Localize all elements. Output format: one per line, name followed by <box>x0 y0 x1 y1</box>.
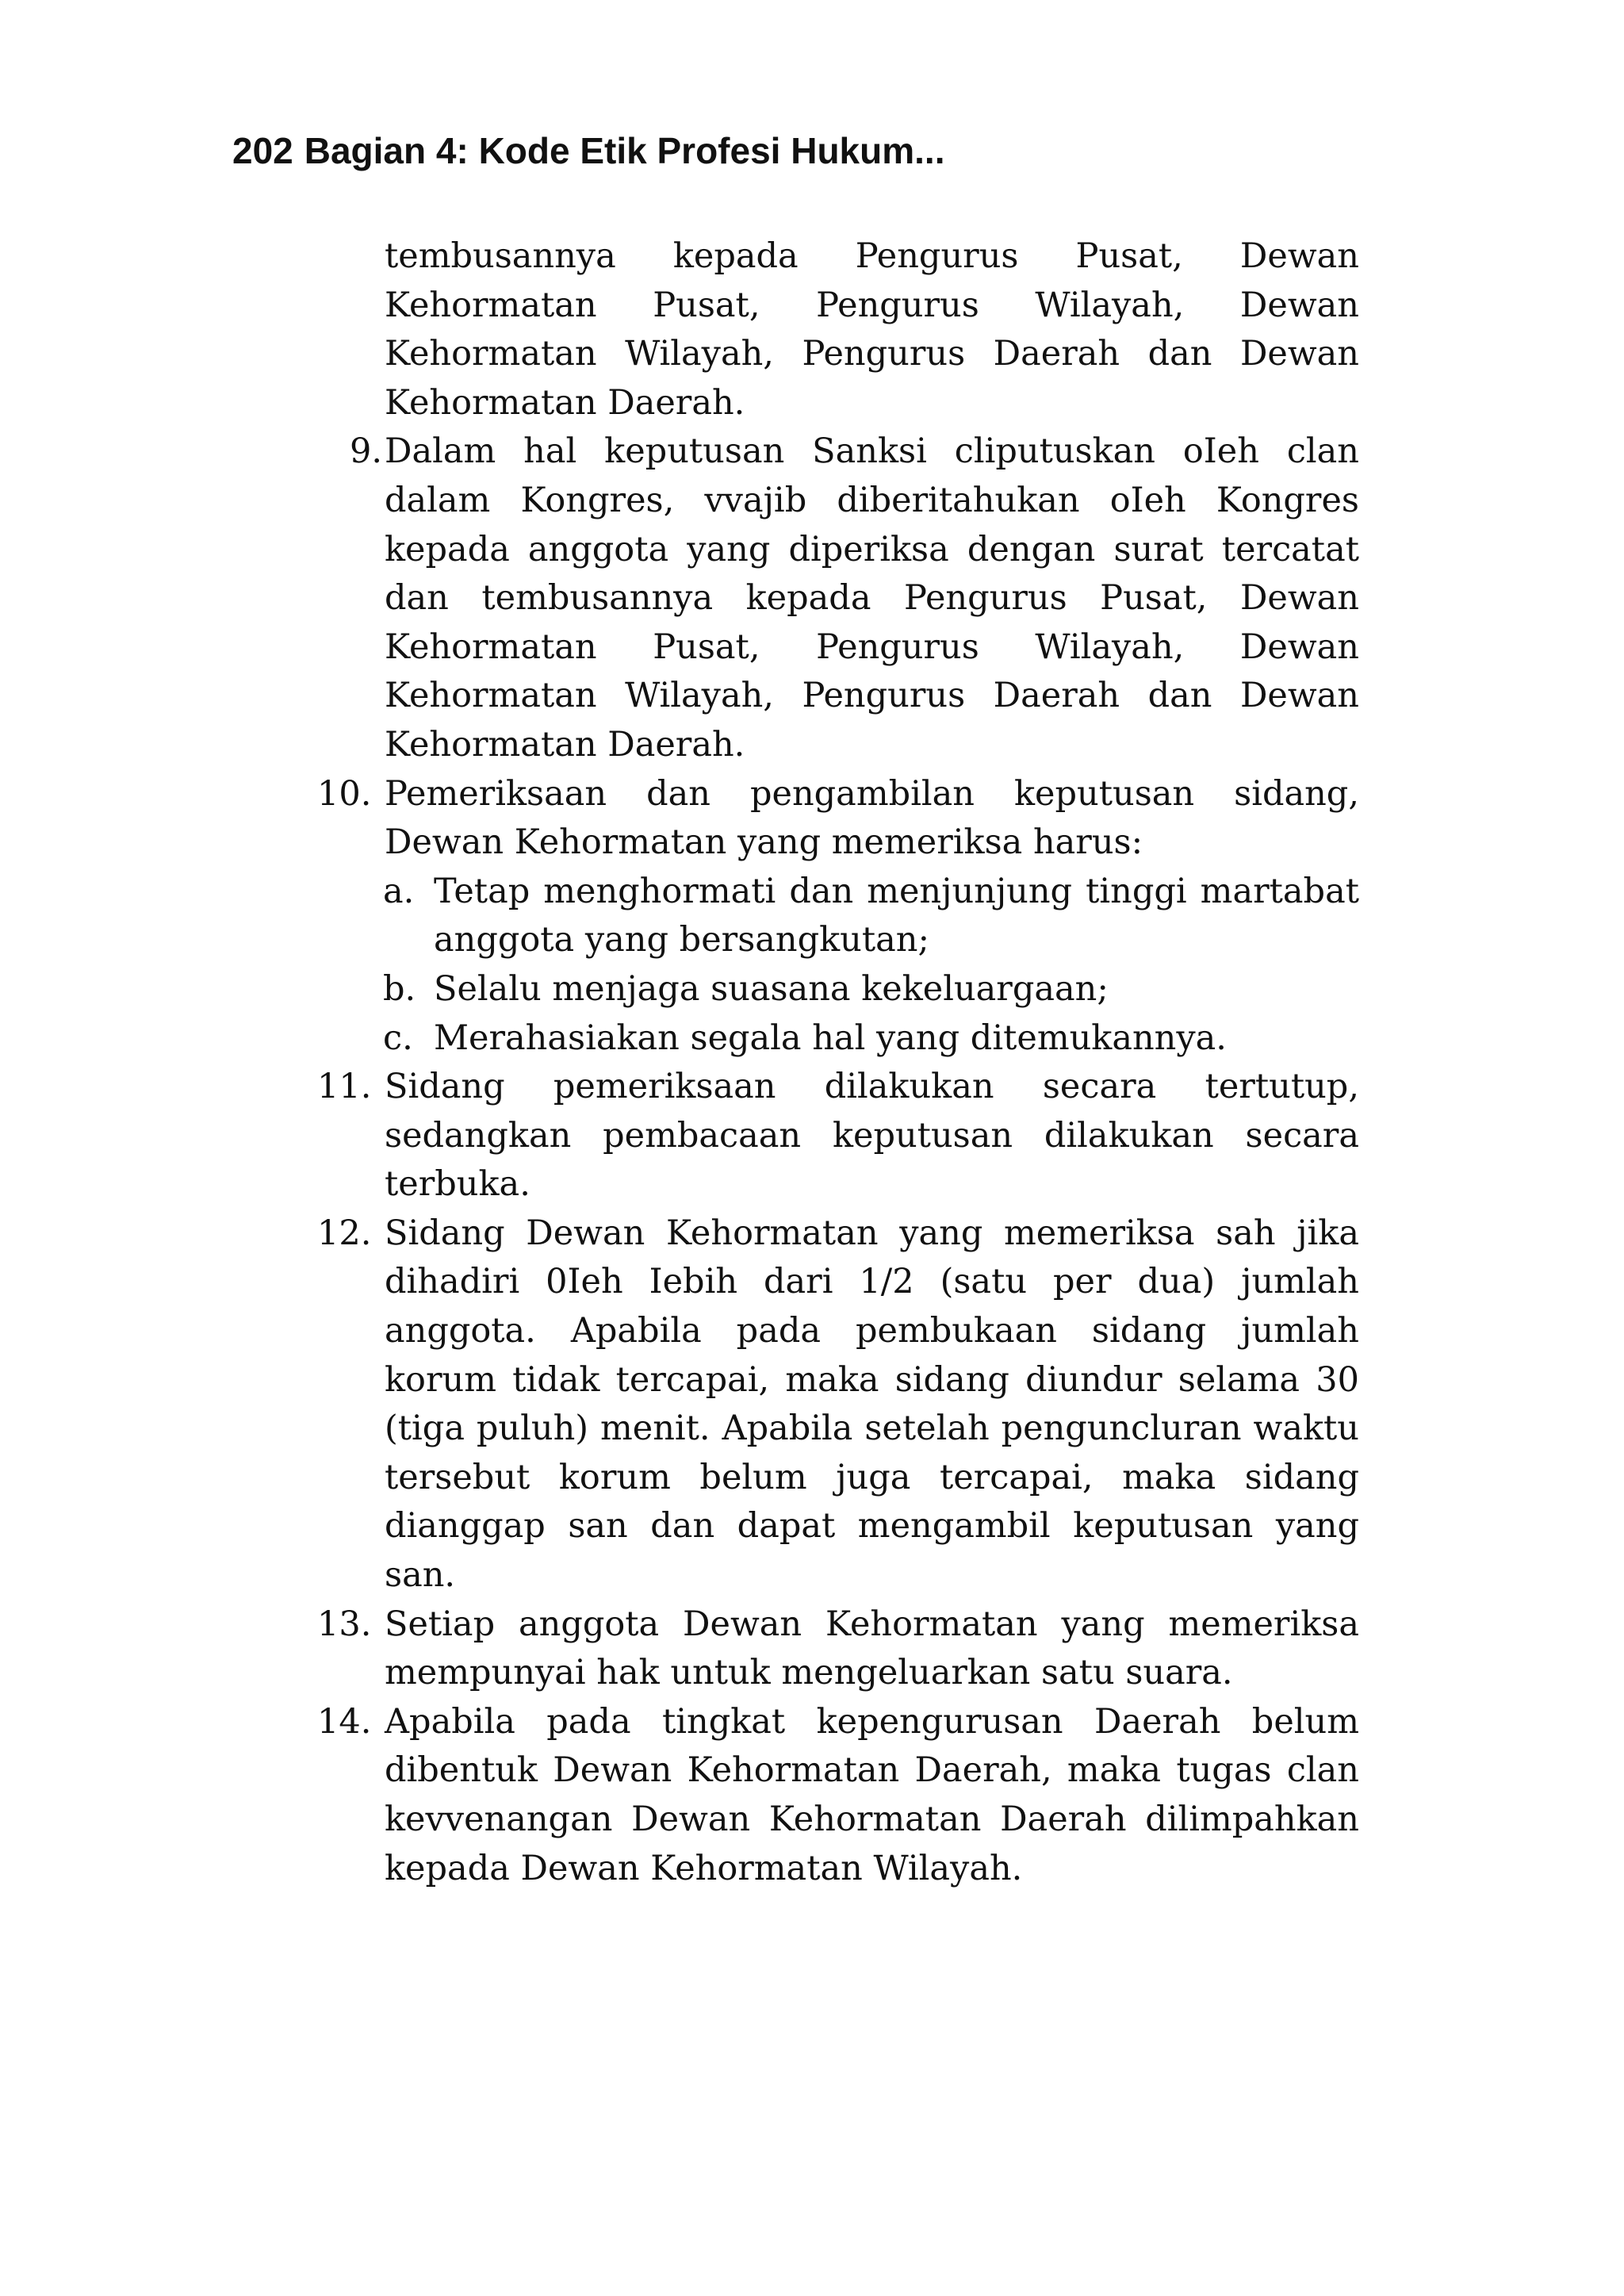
item-text: Setiap anggota Dewan Kehormatan yang memeriksa mempunyai hak untuk mengeluarkan satu suara. <box>385 1604 1359 1693</box>
item-number: 9. <box>349 431 382 472</box>
item-text: Sidang Dewan Kehormatan yang memeriksa sah jika dihadiri 0Ieh Iebih dari 1/2 (satu per dua) jumlah anggota. Apabila pada pembukaan sidang jumlah korum tidak tercapai, maka sidang diundur selama 30 (tiga puluh) menit. Apabila setelah penguncluran waktu tersebut korum belum juga tercapai, maka sidang dianggap san dan dapat mengambil keputusan yang san. <box>385 1213 1359 1596</box>
page-number: 202 <box>232 130 293 171</box>
sub-item-text: Tetap menghormati dan menjunjung tinggi martabat anggota yang bersangkutan; <box>434 871 1359 960</box>
item-number: 10. <box>317 773 372 814</box>
sub-item-letter: a. <box>383 871 415 911</box>
list-item-10 <box>317 770 1359 868</box>
item-number: 14. <box>317 1701 372 1742</box>
sub-item-c <box>333 1014 1359 1064</box>
item-text: Sidang pemeriksaan dilakukan secara tertutup, sedangkan pembacaan keputusan dilakukan secara terbuka. <box>385 1067 1359 1205</box>
list-item-11 <box>317 1063 1359 1209</box>
paragraph-text: tembusannya kepada Pengurus Pusat, Dewan Kehormatan Pusat, Pengurus Wilayah, Dewan Kehormatan Wilayah, Pengurus Daerah dan Dewan Kehormatan Daerah. <box>385 236 1359 423</box>
sub-item-letter: b. <box>383 968 416 1009</box>
item-number: 13. <box>317 1604 372 1644</box>
continuation-paragraph <box>333 232 1359 427</box>
list-item-9 <box>333 427 1359 769</box>
item-number: 12. <box>317 1213 372 1253</box>
item-text: Dalam hal keputusan Sanksi cliputuskan oIeh clan dalam Kongres, vvajib diberitahukan oIeh Kongres kepada anggota yang diperiksa dengan surat tercatat dan tembusannya kepada Pengurus Pusat, Dewan Kehormatan Pusat, Pengurus Wilayah, Dewan Kehormatan Wilayah, Pengurus Daerah dan Dewan Kehormatan Daerah. <box>385 431 1359 765</box>
item-number: 11. <box>317 1067 372 1107</box>
running-header <box>232 127 944 174</box>
item-text: Pemeriksaan dan pengambilan keputusan sidang, Dewan Kehormatan yang memeriksa harus: <box>385 773 1359 863</box>
sub-item-a <box>333 868 1359 965</box>
sub-item-text: Selalu menjaga suasana kekeluargaan; <box>434 968 1109 1009</box>
item-text: Apabila pada tingkat kepengurusan Daerah belum dibentuk Dewan Kehormatan Daerah, maka tugas clan kevvenangan Dewan Kehormatan Daerah dilimpahkan kepada Dewan Kehormatan Wilayah. <box>385 1701 1359 1888</box>
header-title: Bagian 4: Kode Etik Profesi Hukum... <box>304 130 945 171</box>
sub-item-letter: c. <box>383 1018 413 1058</box>
sub-item-text: Merahasiakan segala hal yang ditemukannya. <box>434 1018 1227 1058</box>
list-item-14 <box>317 1698 1359 1893</box>
list-item-12 <box>317 1209 1359 1600</box>
list-item-13 <box>317 1600 1359 1698</box>
body-text <box>317 232 1359 1893</box>
sub-item-b <box>333 965 1359 1014</box>
